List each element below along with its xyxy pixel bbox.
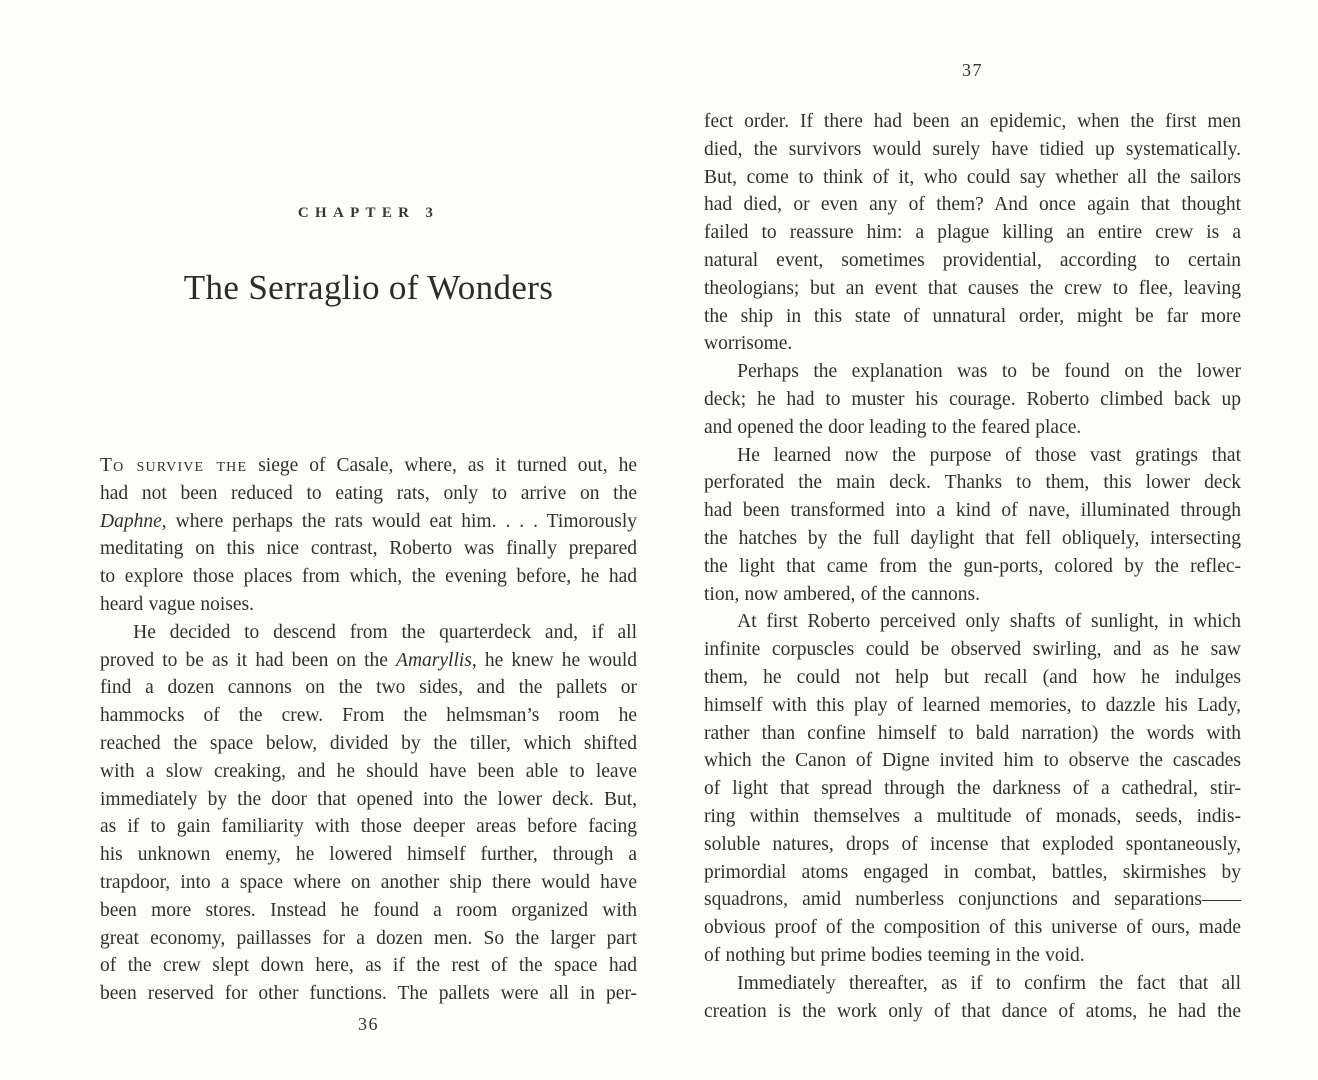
text-line: the hatches by the full daylight that fell obliquely, intersecting (704, 527, 1241, 549)
text-line: his unknown enemy, he lowered himself further, through a (100, 844, 637, 866)
text-line: of the crew slept down here, as if the rest of the space had (100, 955, 637, 977)
text-line: which the Canon of Digne invited him to observe the cascades (704, 750, 1241, 772)
page-left (100, 0, 637, 1080)
text-line: Perhaps the explanation was to be found on the lower (737, 361, 1241, 383)
text-line: Daphne, where perhaps the rats would eat him. . . . Timorously (100, 510, 637, 532)
text-line: obvious proof of the composition of this universe of ours, made (704, 917, 1241, 939)
text-line: soluble natures, drops of incense that exploded spontaneously, (704, 833, 1241, 855)
text-line: the ship in this state of unnatural order, might be far more (704, 305, 1241, 327)
text-line: primordial atoms engaged in combat, battles, skirmishes by (704, 861, 1241, 883)
text-line: squadrons, amid numberless conjunctions and separations—— (704, 889, 1241, 911)
text-line: great economy, paillasses for a dozen men. So the larger part (100, 927, 637, 949)
text-line: natural event, sometimes providential, according to certain (704, 249, 1241, 271)
text-line: Immediately thereafter, as if to confirm the fact that all (737, 972, 1241, 994)
text-line: deck; he had to muster his courage. Roberto climbed back up (704, 388, 1241, 410)
text-line: of nothing but prime bodies teeming in the void. (704, 944, 1085, 966)
text-line: to explore those places from which, the evening before, he had (100, 566, 637, 588)
text-line: them, he could not help but recall (and how he indulges (704, 666, 1241, 688)
text-line: But, come to think of it, who could say whether all the sailors (704, 166, 1241, 188)
text-line: tion, now ambered, of the cannons. (704, 583, 980, 605)
text-line: He learned now the purpose of those vast gratings that (737, 444, 1241, 466)
text-line: and opened the door leading to the feared place. (704, 416, 1082, 438)
text-line: of light that spread through the darkness of a cathedral, stir- (704, 778, 1241, 800)
page-right-body-text (704, 108, 1241, 1025)
text-line: had died, or even any of them? And once again that thought (704, 194, 1241, 216)
text-line: proved to be as it had been on the Amaryllis, he knew he would (100, 649, 637, 671)
page-left-body-text (100, 452, 637, 1008)
text-line: died, the survivors would surely have tidied up systematically. (704, 138, 1241, 160)
text-line: with a slow creaking, and he should have been able to leave (100, 760, 637, 782)
text-line: had been transformed into a kind of nave, illuminated through (704, 500, 1241, 522)
text-line: himself with this play of learned memories, to dazzle his Lady, (704, 694, 1241, 716)
text-line: rather than confine himself to bald narration) the words with (704, 722, 1241, 744)
text-line: perforated the main deck. Thanks to them, this lower deck (704, 472, 1241, 494)
text-line: find a dozen cannons on the two sides, and the pallets or (100, 677, 637, 699)
page-number-right: 37 (962, 60, 983, 80)
text-line: ring within themselves a multitude of monads, seeds, indis- (704, 805, 1241, 827)
text-line: immediately by the door that opened into the lower deck. But, (100, 788, 637, 810)
text-line: fect order. If there had been an epidemic, when the first men (704, 111, 1241, 132)
text-line: infinite corpuscles could be observed swirling, and as he saw (704, 639, 1241, 661)
text-line: the light that came from the gun-ports, colored by the reflec- (704, 555, 1241, 577)
text-line: as if to gain familiarity with those deeper areas before facing (100, 816, 637, 838)
text-line: At first Roberto perceived only shafts of sunlight, in which (737, 611, 1241, 633)
text-line: theologians; but an event that causes the crew to flee, leaving (704, 277, 1241, 299)
text-line: been reserved for other functions. The pallets were all in per- (100, 983, 637, 1005)
page-right (704, 0, 1241, 1080)
text-line: had not been reduced to eating rats, only to arrive on the (100, 482, 637, 504)
text-line: worrisome. (704, 333, 793, 355)
text-line: trapdoor, into a space where on another ship there would have (100, 871, 637, 893)
text-line: failed to reassure him: a plague killing an entire crew is a (704, 222, 1241, 244)
text-line: He decided to descend from the quarterdeck and, if all (133, 621, 637, 643)
text-line: creation is the work only of that dance of atoms, he had the (704, 1000, 1241, 1022)
text-line: been more stores. Instead he found a room organized with (100, 899, 637, 921)
page-number-left: 36 (358, 1014, 379, 1034)
text-line: reached the space below, divided by the tiller, which shifted (100, 732, 637, 754)
text-line: meditating on this nice contrast, Roberto was finally prepared (100, 538, 637, 560)
text-line: To survive the siege of Casale, where, as it turned out, he (100, 455, 638, 476)
text-line: heard vague noises. (100, 593, 255, 615)
chapter-label: CHAPTER 3 (297, 205, 440, 221)
chapter-title: The Serraglio of Wonders (183, 268, 554, 307)
text-line: hammocks of the crew. From the helmsman’s room he (100, 705, 637, 727)
